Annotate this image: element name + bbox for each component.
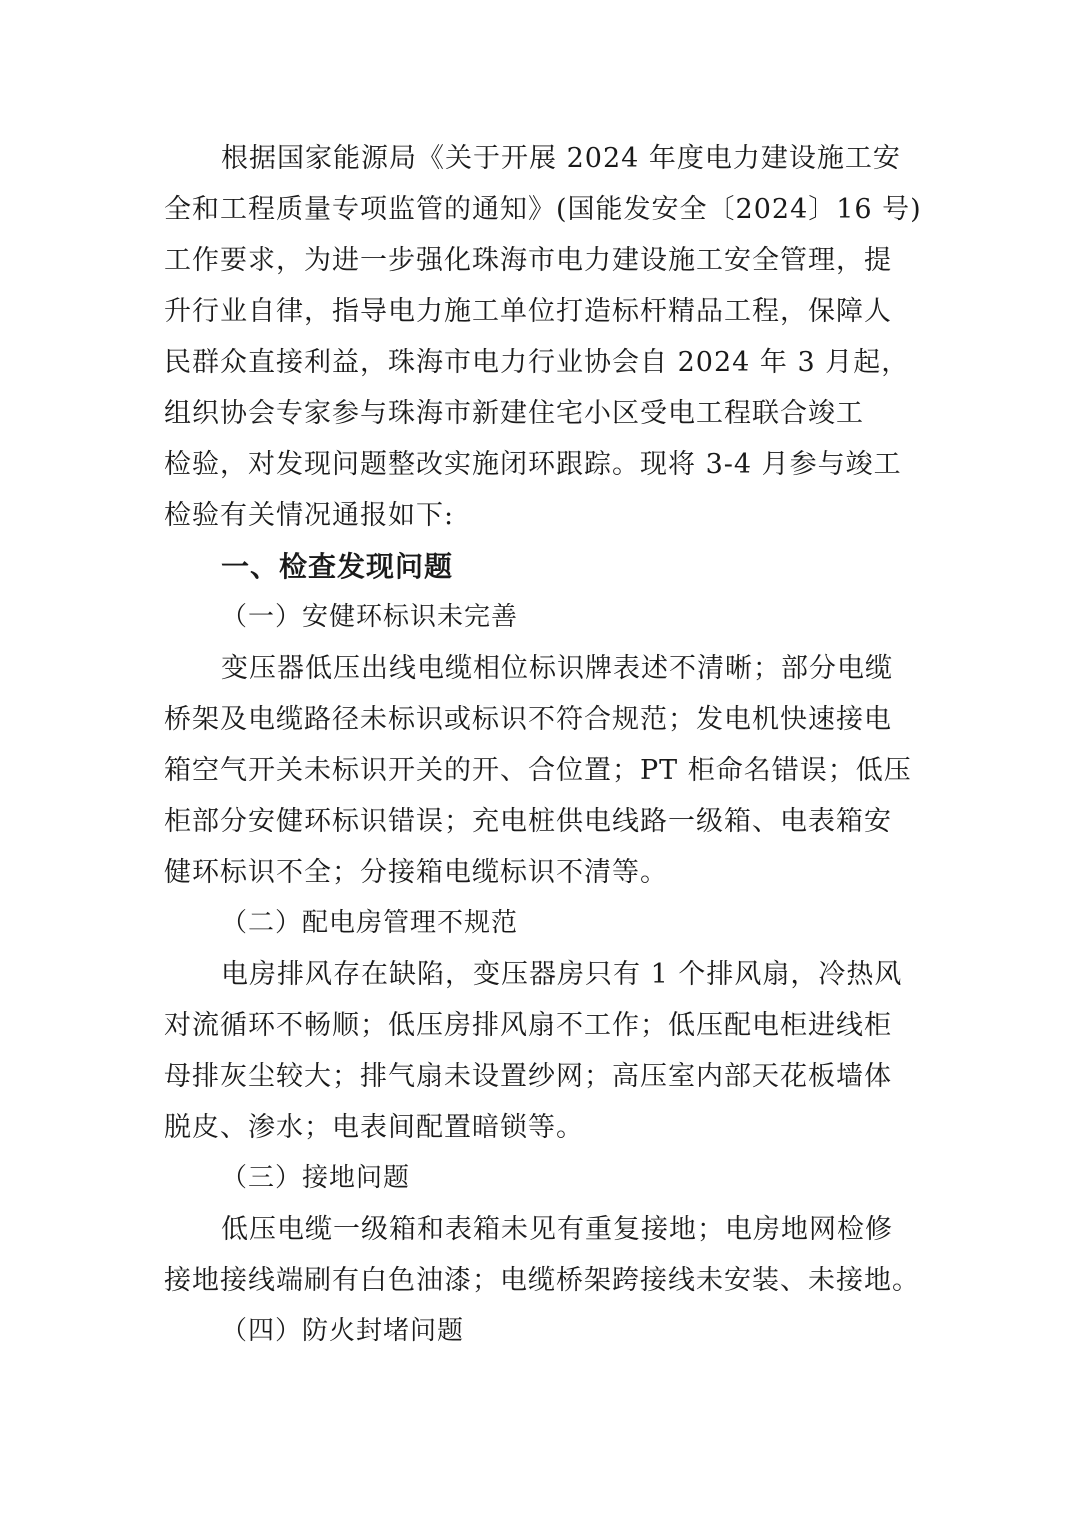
subsection-heading: （一）安健环标识未完善 — [221, 602, 519, 632]
subsection-text-line: 电房排风存在缺陷，变压器房只有 1 个排风扇，冷热风 — [221, 959, 903, 990]
subsection-text-line: 箱空气开关未标识开关的开、合位置；PT 柜命名错误；低压 — [164, 755, 912, 786]
subsection-text-line: 变压器低压出线电缆相位标识牌表述不清晰；部分电缆 — [221, 653, 893, 684]
subsection-heading: （三）接地问题 — [221, 1163, 411, 1193]
subsection-text-line: 健环标识不全；分接箱电缆标识不清等。 — [164, 857, 668, 888]
paragraph-intro-line: 民群众直接利益，珠海市电力行业协会自 2024 年 3 月起， — [164, 347, 910, 378]
subsection-text-line: 柜部分安健环标识错误；充电桩供电线路一级箱、电表箱安 — [164, 806, 892, 837]
paragraph-intro-line: 根据国家能源局《关于开展 2024 年度电力建设施工安 — [221, 143, 901, 174]
section-heading: 一、检查发现问题 — [221, 550, 454, 583]
paragraph-intro-line: 检验，对发现问题整改实施闭环跟踪。现将 3-4 月参与竣工 — [164, 449, 902, 480]
subsection-text-line: 脱皮、渗水；电表间配置暗锁等。 — [164, 1112, 584, 1143]
subsection-text-line: 接地接线端刷有白色油漆；电缆桥架跨接线未安装、未接地。 — [164, 1265, 920, 1296]
paragraph-intro-line: 检验有关情况通报如下: — [164, 500, 455, 531]
subsection-heading: （二）配电房管理不规范 — [221, 908, 519, 938]
paragraph-intro-line: 工作要求，为进一步强化珠海市电力建设施工安全管理，提 — [164, 245, 892, 276]
subsection-heading: （四）防火封堵问题 — [221, 1316, 465, 1346]
subsection-text-line: 对流循环不畅顺；低压房排风扇不工作；低压配电柜进线柜 — [164, 1010, 892, 1041]
subsection-text-line: 桥架及电缆路径未标识或标识不符合规范；发电机快速接电 — [164, 704, 892, 735]
paragraph-intro-line: 全和工程质量专项监管的通知》(国能发安全〔2024〕16 号) — [164, 194, 922, 225]
subsection-text-line: 母排灰尘较大；排气扇未设置纱网；高压室内部天花板墙体 — [164, 1061, 892, 1092]
paragraph-intro-line: 组织协会专家参与珠海市新建住宅小区受电工程联合竣工 — [164, 398, 864, 429]
paragraph-intro-line: 升行业自律，指导电力施工单位打造标杆精品工程，保障人 — [164, 296, 892, 327]
subsection-text-line: 低压电缆一级箱和表箱未见有重复接地；电房地网检修 — [221, 1214, 893, 1245]
document-body — [164, 133, 924, 1357]
